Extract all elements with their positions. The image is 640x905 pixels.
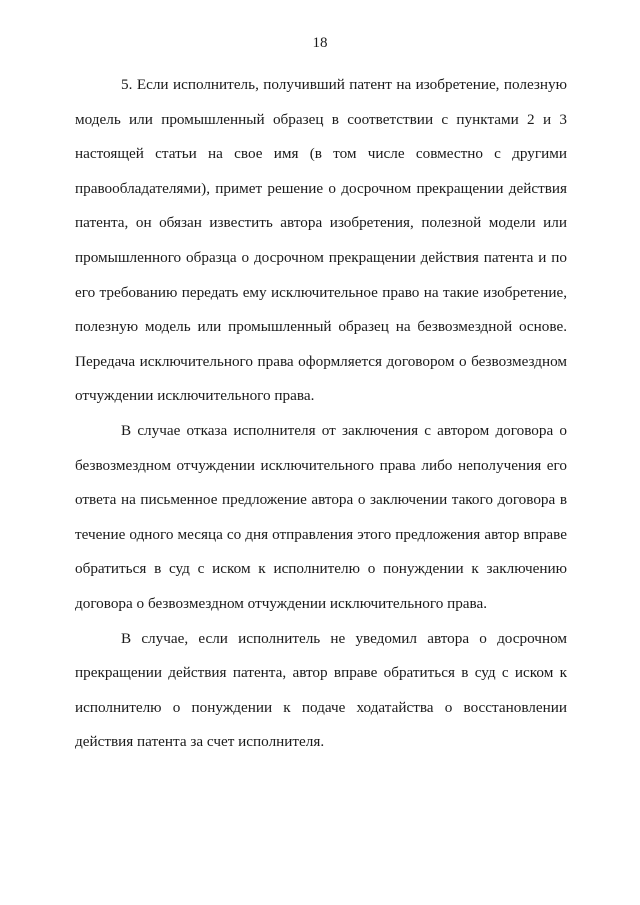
document-body	[75, 68, 567, 760]
page-number: 18	[312, 35, 328, 51]
paragraph-patent-termination-notice: 5. Если исполнитель, получивший патент на изобретение, полезную модель или промышленный образец в соответствии с пунктами 2 и 3 настоящей статьи на свое имя (в том числе совместно с другими правообладателями), примет решение о досрочном прекращении действия патента, он обязан известить автора изобретения, полезной модели или промышленного образца о досрочном прекращении действия патента и по его требованию передать ему исключительное право на такие изобретение, полезную модель или промышленный образец на безвозмездной основе. Передача исключительного права оформляется договором о безвозмездном отчуждении исключительного права.	[75, 76, 567, 405]
paragraph-refusal-court-claim: В случае отказа исполнителя от заключения с автором договора о безвозмездном отчуждении исключительного права либо неполучения его ответа на письменное предложение автора о заключении такого договора в течение одного месяца со дня отправления этого предложения автор вправе обратиться в суд с иском к исполнителю о понуждении к заключению договора о безвозмездном отчуждении исключительного права.	[75, 421, 567, 612]
paragraph-patent-restoration-claim: В случае, если исполнитель не уведомил автора о досрочном прекращении действия патента, автор вправе обратиться в суд с иском к исполнителю о понуждении к подаче ходатайства о восстановлении действия патента за счет исполнителя.	[75, 629, 567, 751]
